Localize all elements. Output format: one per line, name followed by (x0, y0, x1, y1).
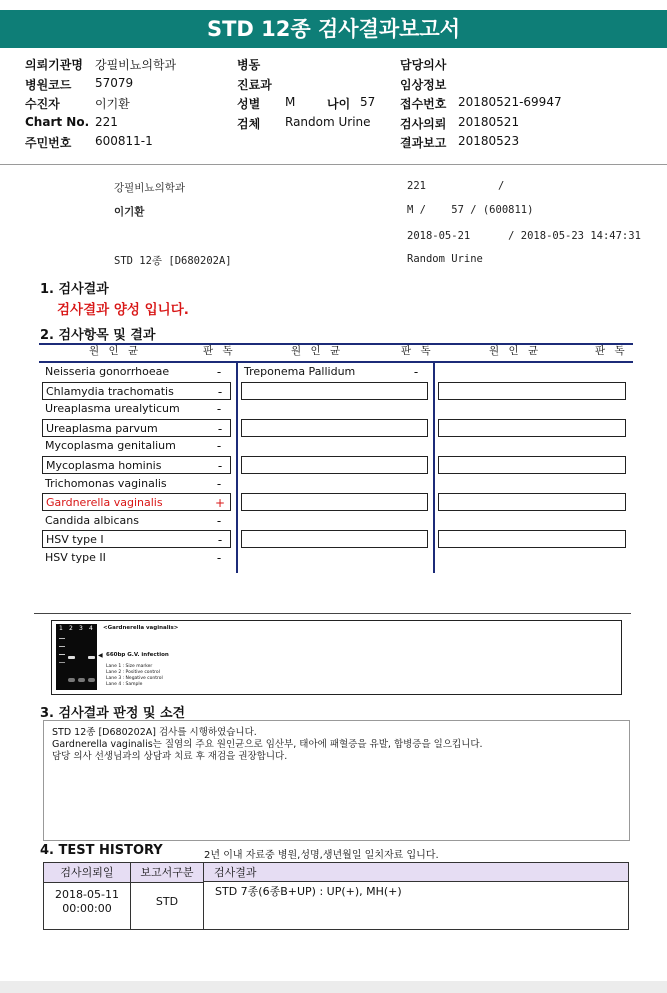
result-row (42, 512, 231, 530)
sex-label: 성별 (237, 97, 261, 111)
history-row-result: STD 7종(6종B+UP) : UP(+), MH(+) (215, 885, 402, 898)
patient-info-panel (0, 52, 667, 165)
result-table (39, 343, 633, 573)
empty-result-cell (241, 493, 428, 511)
hb-chart: 221 (407, 180, 426, 192)
pathogen-name: Gardnerella vaginalis (46, 496, 163, 510)
section4-title: 4. TEST HISTORY (40, 843, 163, 858)
result-value: - (216, 365, 222, 379)
column-divider (433, 361, 435, 573)
report-title: STD 12종 검사결과보고서 (0, 10, 667, 48)
pathogen-name: HSV type I (46, 533, 104, 547)
result-value: - (216, 551, 222, 565)
gel-legend-4: Lane 4 : Sample (106, 682, 143, 687)
result-value: - (216, 439, 222, 454)
divider-line (34, 613, 631, 614)
result-row (42, 493, 231, 511)
specimen-value: Random Urine (285, 115, 371, 129)
empty-result-cell (241, 382, 428, 400)
gel-legend-1: Lane 1 : Size marker (106, 664, 153, 669)
opinion-line-2-rest: 는 질염의 주요 원인균으로 임산부, 태아에 패혈증을 유발, 합병증을 일으킵니다. (152, 739, 483, 750)
request-label: 검사의뢰 (400, 117, 447, 131)
pathogen-name: Mycoplasma genitalium (45, 439, 176, 453)
history-note: 2년 이내 자료중 병원,성명,생년월일 일치자료 입니다. (204, 850, 439, 861)
pathogen-name: HSV type II (45, 551, 106, 564)
result-row (42, 475, 231, 493)
opinion-line-3: 담당 의사 선생님과의 상담과 치료 후 재검을 권장합니다. (52, 751, 288, 762)
history-header-result: 검사결과 (204, 863, 628, 882)
result-row (42, 456, 231, 474)
result-value: - (216, 402, 222, 417)
specimen-label: 검체 (237, 117, 261, 131)
code-value: 57079 (95, 76, 134, 90)
col1-result-header: 판 독 (203, 345, 236, 357)
sex-value: M (285, 95, 296, 109)
gel-lane-3: 3 (79, 625, 83, 632)
history-row-type: STD (155, 895, 179, 908)
history-time: 00:00:00 (62, 902, 112, 915)
gel-legend-3: Lane 3 : Negative control (106, 676, 163, 681)
hb-hospital: 강필비뇨의학과 (114, 182, 186, 194)
opinion-box (43, 720, 630, 841)
result-value: - (217, 384, 223, 399)
report-label: 결과보고 (400, 136, 447, 150)
result-value: - (217, 421, 223, 436)
empty-result-cell (438, 419, 626, 437)
result-row (42, 437, 231, 455)
empty-result-cell (438, 382, 626, 400)
clinical-label: 임상정보 (400, 78, 447, 92)
result-row (42, 400, 231, 418)
positive-result-text: 검사결과 양성 입니다. (57, 302, 189, 318)
result-value: - (217, 459, 223, 473)
receipt-value: 20180521-69947 (458, 95, 562, 109)
age-value: 57 (360, 95, 376, 109)
hospital-value: 강필비뇨의학과 (95, 58, 177, 72)
empty-result-cell (438, 530, 626, 548)
id-value: 600811-1 (95, 134, 153, 148)
history-table (43, 862, 629, 930)
result-value: - (216, 476, 222, 491)
empty-result-cell (241, 530, 428, 548)
opinion-line-2 (52, 739, 621, 751)
patient-label: 수진자 (25, 97, 60, 111)
hb-dates: 2018-05-21 / 2018-05-23 14:47:31 (407, 230, 641, 242)
col3-result-header: 판 독 (595, 345, 628, 357)
code-label: 병원코드 (25, 78, 72, 92)
history-header-type: 보고서구분 (131, 863, 204, 883)
pathogen-name: Candida albicans (45, 513, 139, 527)
col1-pathogen-header: 원 인 균 (89, 345, 142, 357)
pathogen-name: Ureaplasma urealyticum (45, 402, 180, 416)
report-value: 20180523 (458, 134, 520, 148)
gel-photo (56, 624, 97, 690)
empty-result-cell (241, 456, 428, 474)
history-col-divider (203, 882, 204, 929)
gel-title: <Gardnerella vaginalis> (103, 625, 179, 631)
empty-result-cell (438, 456, 626, 474)
gel-lane-4: 4 (89, 625, 93, 632)
hb-test: STD 12종 [D680202A] (114, 255, 232, 267)
result-row (42, 363, 231, 381)
result-value: + (214, 496, 226, 511)
section2-title: 2. 검사항목 및 결과 (40, 328, 156, 343)
result-row (42, 419, 231, 437)
section3-title: 3. 검사결과 판정 및 소견 (40, 706, 186, 721)
result-row (42, 382, 231, 400)
empty-result-cell (241, 419, 428, 437)
pathogen-name: Neisseria gonorrhoeae (45, 365, 170, 378)
history-date: 2018-05-11 (55, 888, 119, 901)
patient-value: 이기환 (95, 97, 130, 111)
chart-value: 221 (95, 115, 118, 129)
result-row (241, 363, 428, 381)
doctor-label: 담당의사 (400, 58, 447, 72)
pathogen-name: Trichomonas vaginalis (45, 476, 167, 490)
col2-pathogen-header: 원 인 균 (291, 345, 344, 357)
pathogen-name: Treponema Pallidum (244, 365, 356, 378)
opinion-line-1: STD 12종 [D680202A] 검사를 시행하였습니다. (52, 727, 257, 738)
pathogen-name: Chlamydia trachomatis (46, 384, 174, 398)
pathogen-name: Mycoplasma hominis (46, 459, 162, 472)
id-label: 주민번호 (25, 136, 72, 150)
hb-sex-age: M / 57 / (600811) (407, 204, 534, 216)
column-divider (236, 361, 238, 573)
gel-lane-2: 2 (69, 625, 73, 632)
history-header-date: 검사의뢰일 (44, 863, 131, 883)
empty-result-cell (438, 493, 626, 511)
request-value: 20180521 (458, 115, 520, 129)
result-value: - (413, 365, 419, 379)
dept-label: 진료과 (237, 78, 272, 92)
result-row (42, 530, 231, 548)
gel-band-label: 660bp G.V. infection (106, 652, 169, 658)
result-value: - (217, 533, 223, 548)
result-row (42, 549, 231, 567)
hospital-label: 의뢰기관명 (25, 58, 83, 72)
footer-bar (0, 981, 667, 993)
receipt-label: 접수번호 (400, 97, 447, 111)
hb-specimen: Random Urine (407, 253, 483, 265)
hb-patient: 이기환 (114, 206, 145, 218)
pathogen-name: Ureaplasma parvum (46, 421, 158, 435)
gel-legend-2: Lane 2 : Positive control (106, 670, 160, 675)
ward-label: 병동 (237, 58, 261, 72)
section1-title: 1. 검사결과 (40, 282, 109, 297)
history-row-date (44, 888, 130, 916)
col2-result-header: 판 독 (401, 345, 434, 357)
col3-pathogen-header: 원 인 균 (489, 345, 542, 357)
result-value: - (216, 513, 222, 528)
hb-slash: / (498, 180, 505, 192)
chart-label: Chart No. (25, 115, 90, 129)
gel-lane-1: 1 (59, 625, 63, 632)
gel-electrophoresis-image (51, 620, 622, 695)
gel-arrow-icon: ◀ (98, 652, 103, 659)
opinion-pathogen-name: Gardnerella vaginalis (52, 739, 153, 750)
age-label: 나이 (327, 97, 351, 111)
